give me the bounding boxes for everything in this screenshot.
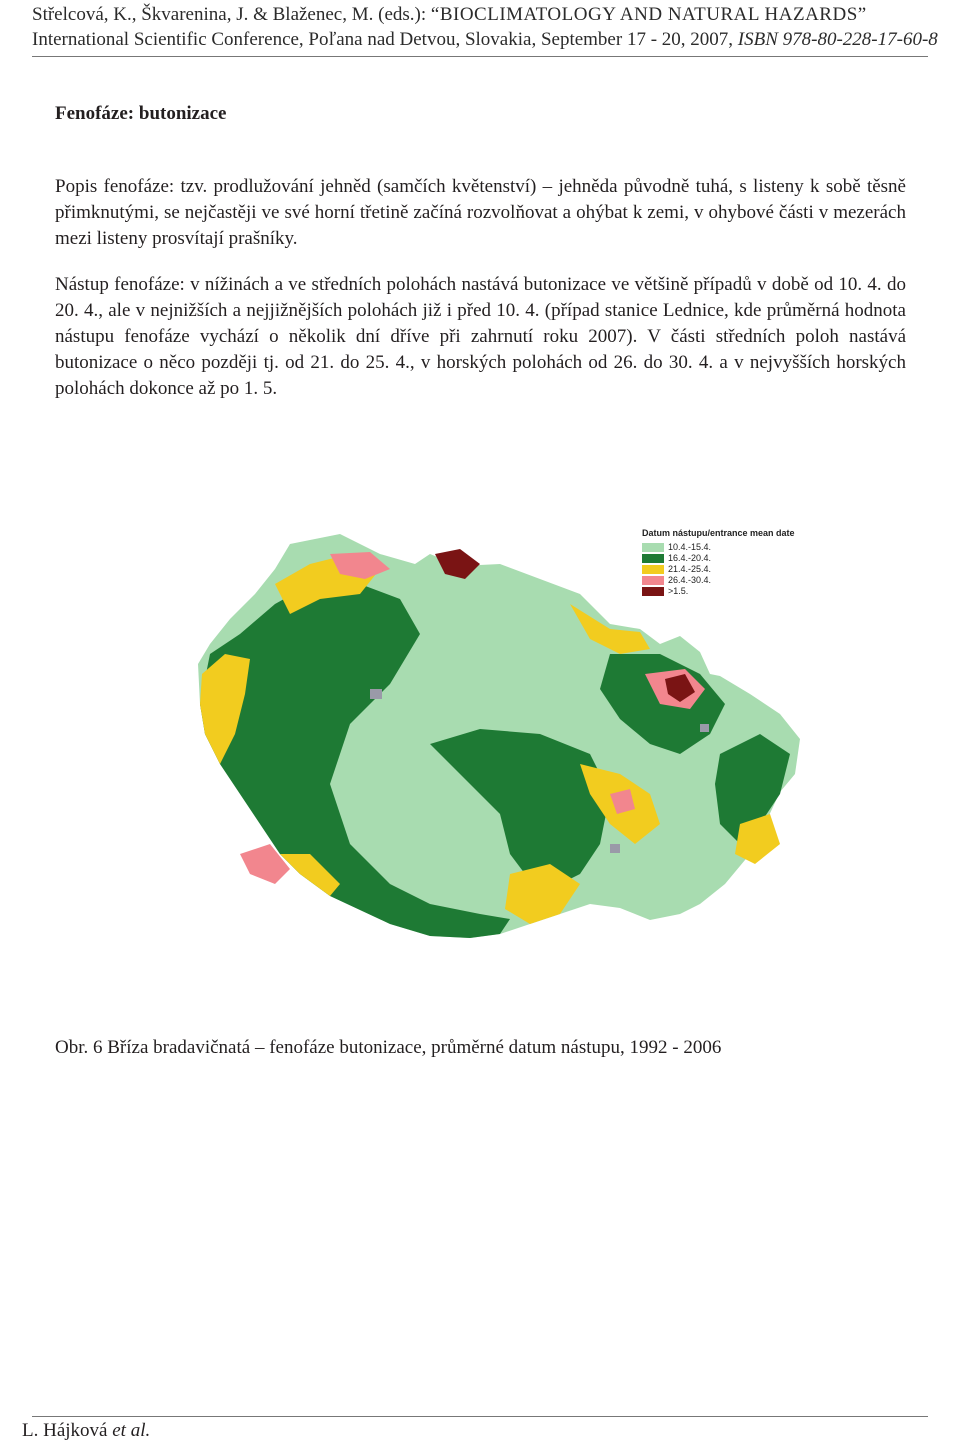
header-line-1	[32, 2, 867, 27]
legend-label: 16.4.-20.4.	[668, 553, 712, 563]
legend-swatch	[642, 554, 664, 563]
city-marker	[700, 724, 709, 732]
page-footer	[22, 1420, 150, 1442]
legend-item	[642, 553, 795, 563]
czech-map-figure	[180, 524, 820, 1024]
city-marker	[610, 844, 620, 853]
footer-authors: L. Hájková	[22, 1420, 113, 1441]
city-marker	[370, 689, 382, 699]
footer-rule	[32, 1416, 928, 1417]
header-conference: International Scientific Conference, Poľana nad Detvou, Slovakia, September 17 - 20, 2007,	[32, 29, 738, 50]
paragraph-onset: Nástup fenofáze: v nížinách a ve středních polohách nastává butonizace ve většině případů v době od 10. 4. do 20. 4., ale v nejnižších a nejjižnějších polohách již i před 10. 4. (případ stanice Lednice, kde průměrná hodnota nástupu fenofáze vychází o několik dní dříve při zahrnutí roku 2007). V části středních poloh nastává butonizace o něco později tj. od 21. do 25. 4., v horských polohách od 26. do 30. 4. a v nejvyšších horských polohách dokonce až po 1. 5.	[55, 274, 906, 399]
figure-caption: Obr. 6 Bříza bradavičnatá – fenofáze butonizace, průměrné datum nástupu, 1992 - 2006	[55, 1037, 722, 1058]
legend-item	[642, 586, 795, 596]
legend-label: 21.4.-25.4.	[668, 564, 712, 574]
header-isbn: ISBN 978-80-228-17-60-8	[737, 29, 938, 50]
legend-item	[642, 575, 795, 585]
map-legend	[642, 528, 795, 597]
legend-swatch	[642, 576, 664, 585]
legend-label: 10.4.-15.4.	[668, 542, 712, 552]
footer-etal: et al.	[112, 1420, 151, 1441]
legend-label: 26.4.-30.4.	[668, 575, 712, 585]
legend-item	[642, 542, 795, 552]
header-conference-title: “BIOCLIMATOLOGY AND NATURAL HAZARDS”	[430, 4, 867, 25]
legend-swatch	[642, 543, 664, 552]
legend-swatch	[642, 587, 664, 596]
header-rule	[32, 56, 928, 57]
legend-label: >1.5.	[668, 586, 689, 596]
section-title: Fenofáze: butonizace	[55, 103, 227, 124]
legend-swatch	[642, 565, 664, 574]
phenology-map	[180, 524, 820, 1024]
legend-title: Datum nástupu/entrance mean date	[642, 528, 795, 538]
header-authors: Střelcová, K., Škvarenina, J. & Blaženec, M. (eds.):	[32, 4, 431, 25]
legend-item	[642, 564, 795, 574]
header-line-2	[32, 27, 938, 52]
paragraph-description: Popis fenofáze: tzv. prodlužování jehněd (samčích květenství) – jehněda původně tuhá, s listeny k sobě těsně přimknutými, se nejčastěji ve své horní třetině začíná rozvolňovat a ohýbat k zemi, v ohybové části v mezerách mezi listeny prosvítají prašníky.	[55, 176, 906, 249]
